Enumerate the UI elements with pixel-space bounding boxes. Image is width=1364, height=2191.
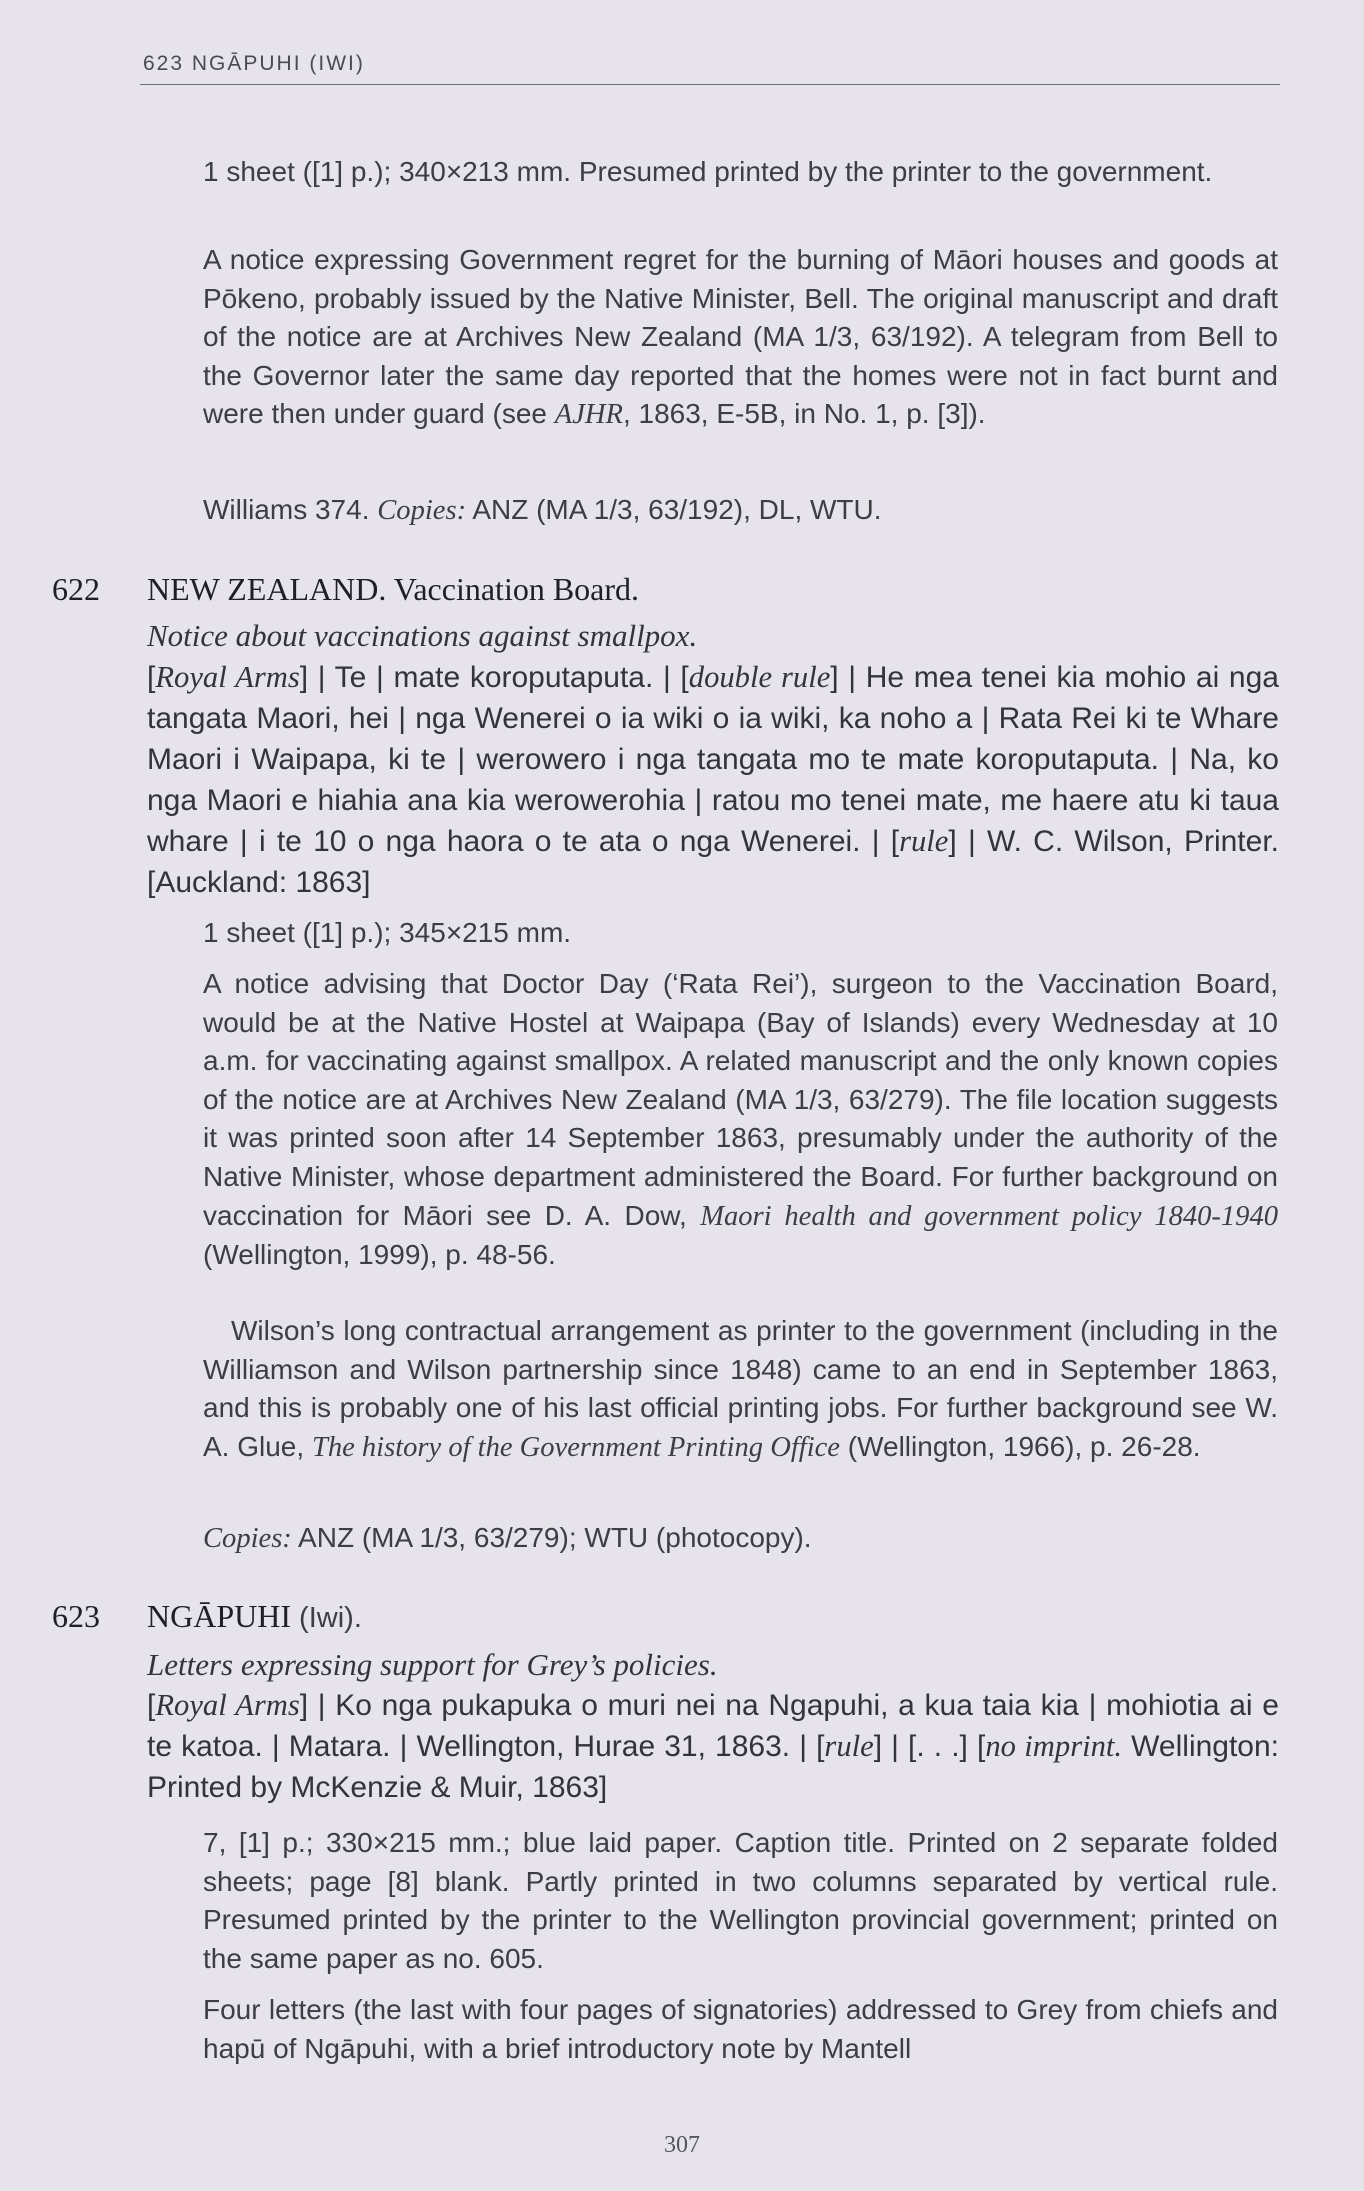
entry-621-collation: 1 sheet ([1] p.); 340×213 mm. Presumed printed by the printer to the government.: [203, 156, 1213, 187]
entry-623-note: Four letters (the last with four pages of signatories) addressed to Grey from chiefs and hapū of Ngāpuhi, with a brief introductory note by Mantell: [203, 1994, 1278, 2064]
entry-title: NEW ZEALAND. Vaccination Board.: [147, 571, 640, 607]
entry-622-transcription: [Royal Arms] | Te | mate koroputaputa. | [double rule] | He mea tenei kia mohio ai nga tangata Maori, hei | nga Wenerei o ia wiki o ia wiki, ka noho a | Rata Rei ki te Whare Maori i Waipapa, ki te | werowero i nga tangata mo te mate koroputaputa. | Na, ko nga Maori e hiahia ana kia werowerohia | ratou mo tenei mate, me haere atu ki taua whare | i te 10 o nga haora o te ata o nga Wenerei. | [rule] | W. C. Wilson, Printer. [Auckland: 1863]: [147, 660, 1279, 899]
entry-622-subtitle: Notice about vaccinations against smallpox.: [147, 618, 698, 653]
entry-title: NGĀPUHI (Iwi).: [147, 1598, 362, 1634]
entry-623-transcription: [Royal Arms] | Ko nga pukapuka o muri nei na Ngapuhi, a kua taia kia | mohiotia ai e te katoa. | Matara. | Wellington, Hurae 31, 1863. | [rule] | [. . .] [no imprint. Wellington: Printed by McKenzie & Muir, 1863]: [147, 1688, 1280, 1804]
entry-number: 623: [52, 1598, 100, 1634]
entry-622-note-2: Wilson’s long contractual arrangement as printer to the government (including in the Williamson and Wilson partnership since 1848) came to an end in September 1863, and this is probably one of his last official printing jobs. For further background see W. A. Glue, The history of the Government Printing Office (Wellington, 1966), p. 26-28.: [203, 1315, 1278, 1463]
entry-621-note: A notice expressing Government regret for the burning of Māori houses and goods at Pōkeno, probably issued by the Native Minister, Bell. The original manuscript and draft of the notice are at Archives New Zealand (MA 1/3, 63/192). A telegram from Bell to the Governor later the same day reported that the homes were not in fact burnt and were then under guard (see AJHR, 1863, E-5B, in No. 1, p. [3]).: [203, 244, 1278, 431]
ajhr-citation: AJHR: [554, 399, 623, 431]
entry-622-collation: 1 sheet ([1] p.); 345×215 mm.: [203, 917, 572, 948]
entry-621-references: Williams 374. Copies: ANZ (MA 1/3, 63/192), DL, WTU.: [203, 494, 882, 526]
entry-622-copies: Copies: ANZ (MA 1/3, 63/279); WTU (photocopy).: [203, 1522, 812, 1554]
page-number: 307: [664, 2132, 700, 2158]
entry-number: 622: [52, 571, 100, 607]
entry-623-subtitle: Letters expressing support for Grey’s policies.: [147, 1647, 718, 1682]
header-rule: [140, 84, 1280, 85]
running-head: 623 NGĀPUHI (IWI): [143, 52, 365, 75]
entry-623-collation: 7, [1] p.; 330×215 mm.; blue laid paper. Caption title. Printed on 2 separate folded sheets; page [8] blank. Partly printed in two columns separated by vertical rule. Presumed printed by the printer to the Wellington provincial government; printed on the same paper as no. 605.: [203, 1827, 1278, 1974]
entry-622-note-1: A notice advising that Doctor Day (‘Rata Rei’), surgeon to the Vaccination Board, would be at the Native Hostel at Waipapa (Bay of Islands) every Wednesday at 10 a.m. for vaccinating against smallpox. A related manuscript and the only known copies of the notice are at Archives New Zealand (MA 1/3, 63/279). The file location suggests it was printed soon after 14 September 1863, presumably under the authority of the Native Minister, whose department administered the Board. For further background on vaccination for Māori see D. A. Dow, Maori health and government policy 1840-1940 (Wellington, 1999), p. 48-56.: [203, 968, 1278, 1271]
